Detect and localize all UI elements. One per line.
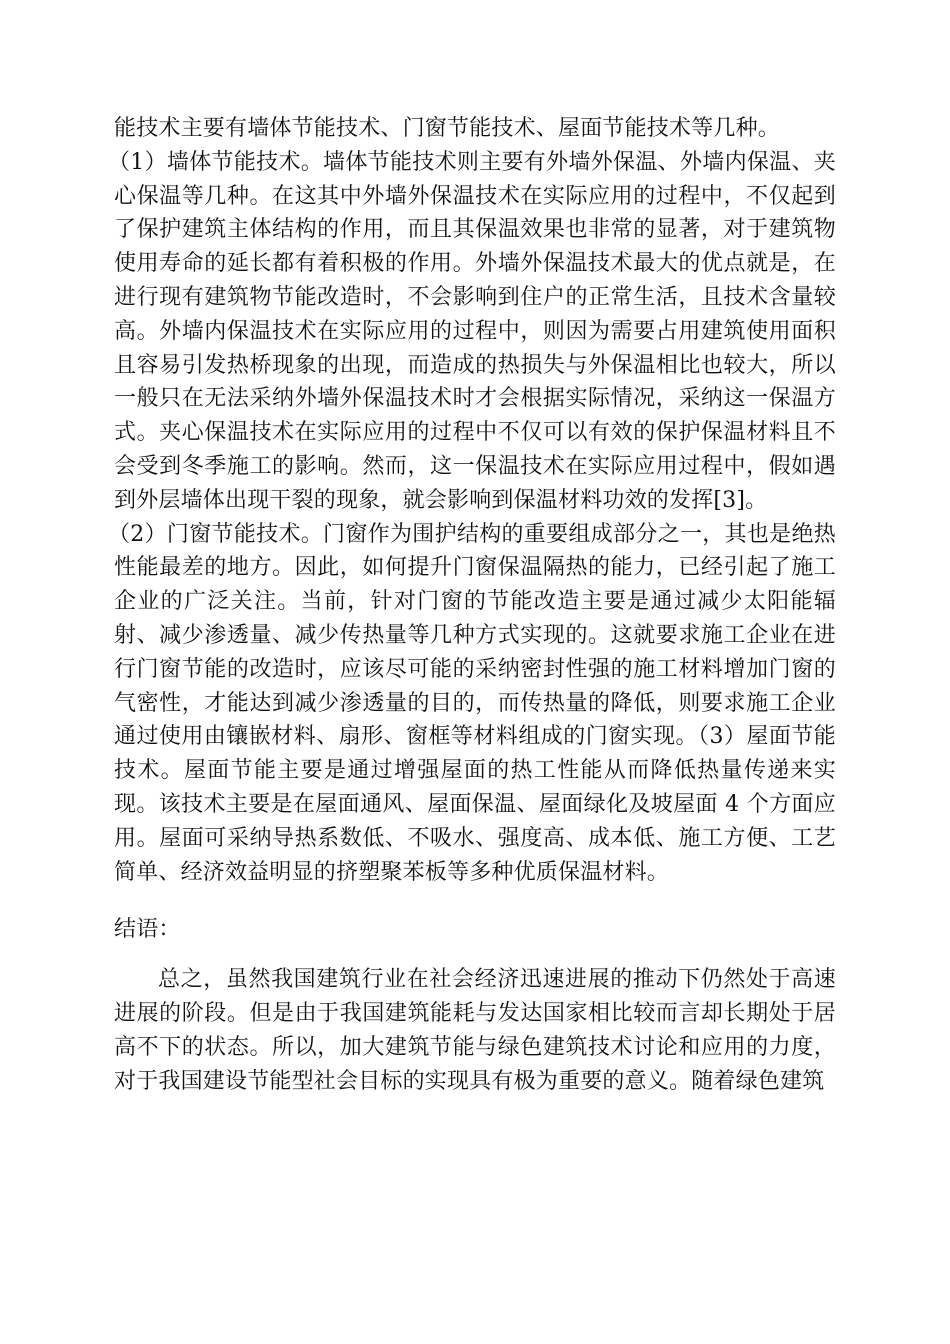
conclusion-heading: 结语： bbox=[114, 917, 181, 943]
paragraph-intro: 能技术主要有墙体节能技术、门窗节能技术、屋面节能技术等几种。 bbox=[114, 116, 781, 141]
document-page bbox=[108, 112, 836, 1098]
paragraph-wall-energy-saving: （1）墙体节能技术。墙体节能技术则主要有外墙外保温、外墙内保温、夹心保温等几种。在这其中外墙外保温技术在实际应用的过程中，不仅起到了保护建筑主体结构的作用，而且其保温效果也非常的显著，对于建筑物使用寿命的延长都有着积极的作用。外墙外保温技术最大的优点就是，在进行现有建筑物节能改造时，不会影响到住户的正常生活，且技术含量较高。外墙内保温技术在实际应用的过程中，则因为需要占用建筑使用面积且容易引发热桥现象的出现，而造成的热损失与外保温相比也较大，所以一般只在无法采纳外墙外保温技术时才会根据实际情况，采纳这一保温方式。夹心保温技术在实际应用的过程中不仅可以有效的保护保温材料且不会受到冬季施工的影响。然而，这一保温技术在实际应用过程中，假如遇到外层墙体出现干裂的现象，就会影响到保温材料功效的发挥[3]。 bbox=[108, 149, 836, 513]
conclusion-paragraph: 总之，虽然我国建筑行业在社会经济迅速进展的推动下仍然处于高速进展的阶段。但是由于我国建筑能耗与发达国家相比较而言却长期处于居高不下的状态。所以，加大建筑节能与绿色建筑技术讨论和应用的力度，对于我国建设节能型社会目标的实现具有极为重要的意义。随着绿色建筑 bbox=[114, 967, 836, 1094]
paragraph-door-window-roof-energy-saving: （2）门窗节能技术。门窗作为围护结构的重要组成部分之一，其也是绝热性能最差的地方。因此，如何提升门窗保温隔热的能力，已经引起了施工企业的广泛关注。当前，针对门窗的节能改造主要是通过减少太阳能辐射、减少渗透量、减少传热量等几种方式实现的。这就要求施工企业在进行门窗节能的改造时，应该尽可能的采纳密封性强的施工材料增加门窗的气密性，才能达到减少渗透量的目的，而传热量的降低，则要求施工企业通过使用由镶嵌材料、扇形、窗框等材料组成的门窗实现。（3）屋面节能技术。屋面节能主要是通过增强屋面的热工性能从而降低热量传递来实现。该技术主要是在屋面通风、屋面保温、屋面绿化及坡屋面 4 个方面应用。屋面可采纳导热系数低、不吸水、强度高、成本低、施工方便、工艺简单、经济效益明显的挤塑聚苯板等多种优质保温材料。 bbox=[108, 521, 836, 885]
